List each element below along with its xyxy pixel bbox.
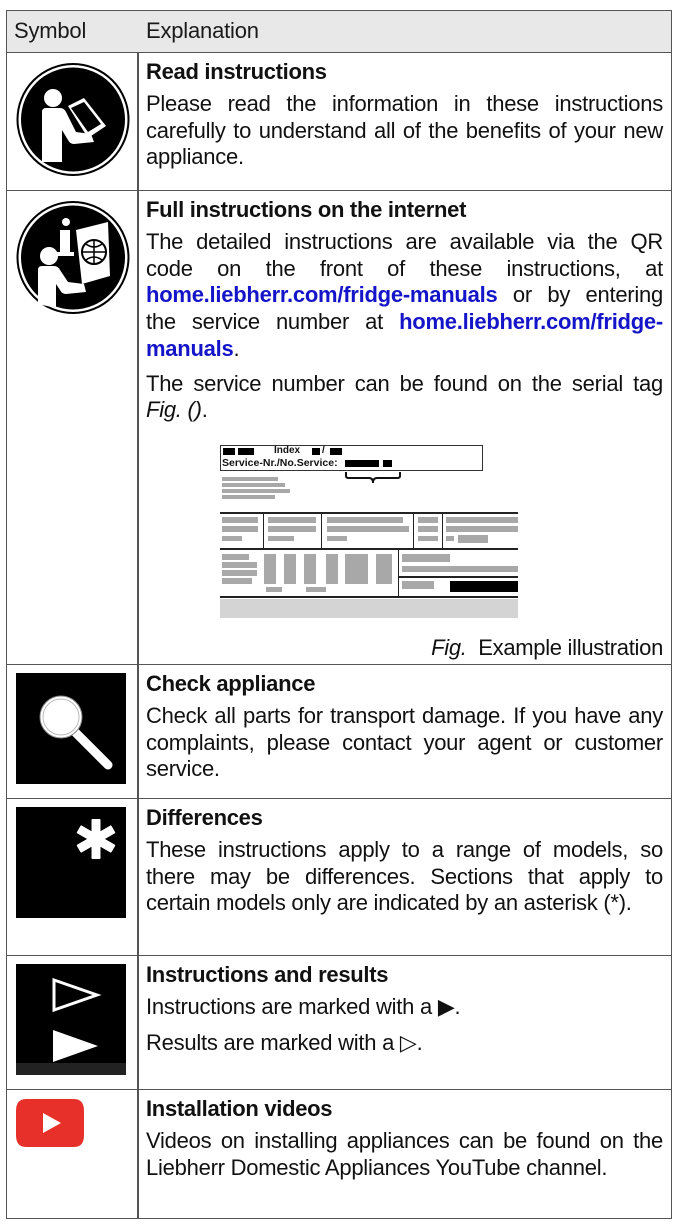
- magnifier-icon: [16, 673, 126, 784]
- brace-icon: [345, 472, 401, 484]
- table-row-installation-videos: [7, 1090, 671, 1218]
- instruction-result-triangles-icon: [16, 964, 126, 1075]
- header-symbol: Symbol: [14, 18, 87, 43]
- symbol-cell: [7, 665, 137, 798]
- header-explanation: Explanation: [146, 18, 259, 43]
- row-title: Check appliance: [146, 671, 316, 696]
- text-segment: The service number can be found on the serial tag: [146, 370, 663, 396]
- symbol-cell: [7, 191, 137, 664]
- row-text-serial: [146, 371, 663, 424]
- figure-reference[interactable]: Fig. (): [146, 397, 202, 423]
- row-text-results: Results are marked with a ▷.: [146, 1029, 423, 1055]
- table-row-check-appliance: [7, 665, 671, 799]
- tag-service-label: Service-Nr./No.Service:: [222, 457, 338, 469]
- symbol-explanation-table: [6, 10, 672, 1219]
- symbol-cell: [7, 53, 137, 190]
- text-segment: or by entering the service number at: [146, 282, 663, 335]
- asterisk-icon: [16, 807, 126, 918]
- youtube-icon[interactable]: [16, 1099, 84, 1147]
- tag-index-slash: /: [322, 445, 325, 456]
- text-segment: The detailed instructions are available via the QR code on the front of these instructions, at: [146, 229, 663, 281]
- explanation-cell: [146, 956, 663, 1056]
- row-title: Read instructions: [146, 59, 327, 84]
- row-title: Differences: [146, 805, 263, 830]
- table-row-full-instructions: [7, 191, 671, 665]
- text-segment: .: [201, 397, 208, 423]
- symbol-cell: [7, 1090, 137, 1218]
- explanation-cell: [146, 665, 663, 783]
- symbol-cell: [7, 956, 137, 1089]
- explanation-cell: [146, 191, 663, 660]
- row-text: These instructions apply to a range of models, so there may be differences. Sections that apply to certain models only are indicated by an asterisk (*).: [146, 837, 663, 916]
- row-text-instructions: Instructions are marked with a ▶.: [146, 994, 461, 1019]
- manuals-link-1[interactable]: home.liebherr.com/fridge-manuals: [146, 282, 498, 308]
- table-header: [7, 11, 671, 53]
- table-row-read-instructions: [7, 53, 671, 191]
- row-text: Videos on installing appliances can be found on the Liebherr Domestic Appliances YouTube channel.: [146, 1128, 663, 1180]
- serial-tag-illustration: [220, 445, 518, 618]
- explanation-cell: [146, 1090, 663, 1181]
- figure-caption-prefix: Fig.: [431, 635, 467, 660]
- text-segment: .: [233, 335, 240, 361]
- row-text: Please read the information in these instructions carefully to understand all of the benefits of your new appliance.: [146, 91, 663, 170]
- manuals-link-2[interactable]: home.liebherr.com/fridge-manuals: [146, 309, 663, 361]
- row-text: Check all parts for transport damage. If you have any complaints, please contact your agent or customer service.: [146, 703, 663, 782]
- row-title: Instructions and results: [146, 962, 389, 987]
- table-row-instructions-results: [7, 956, 671, 1090]
- read-instructions-icon: [16, 62, 130, 177]
- figure-caption-text: Example illustration: [478, 635, 663, 660]
- tag-index-label: Index: [274, 445, 301, 456]
- explanation-cell: [146, 799, 663, 917]
- symbol-cell: [7, 799, 137, 955]
- figure-caption: [431, 635, 663, 661]
- row-title: Installation videos: [146, 1096, 333, 1121]
- full-instructions-internet-icon: [16, 200, 130, 315]
- row-text: [146, 229, 663, 363]
- row-title: Full instructions on the internet: [146, 197, 467, 222]
- explanation-cell: [146, 53, 663, 171]
- table-row-differences: [7, 799, 671, 956]
